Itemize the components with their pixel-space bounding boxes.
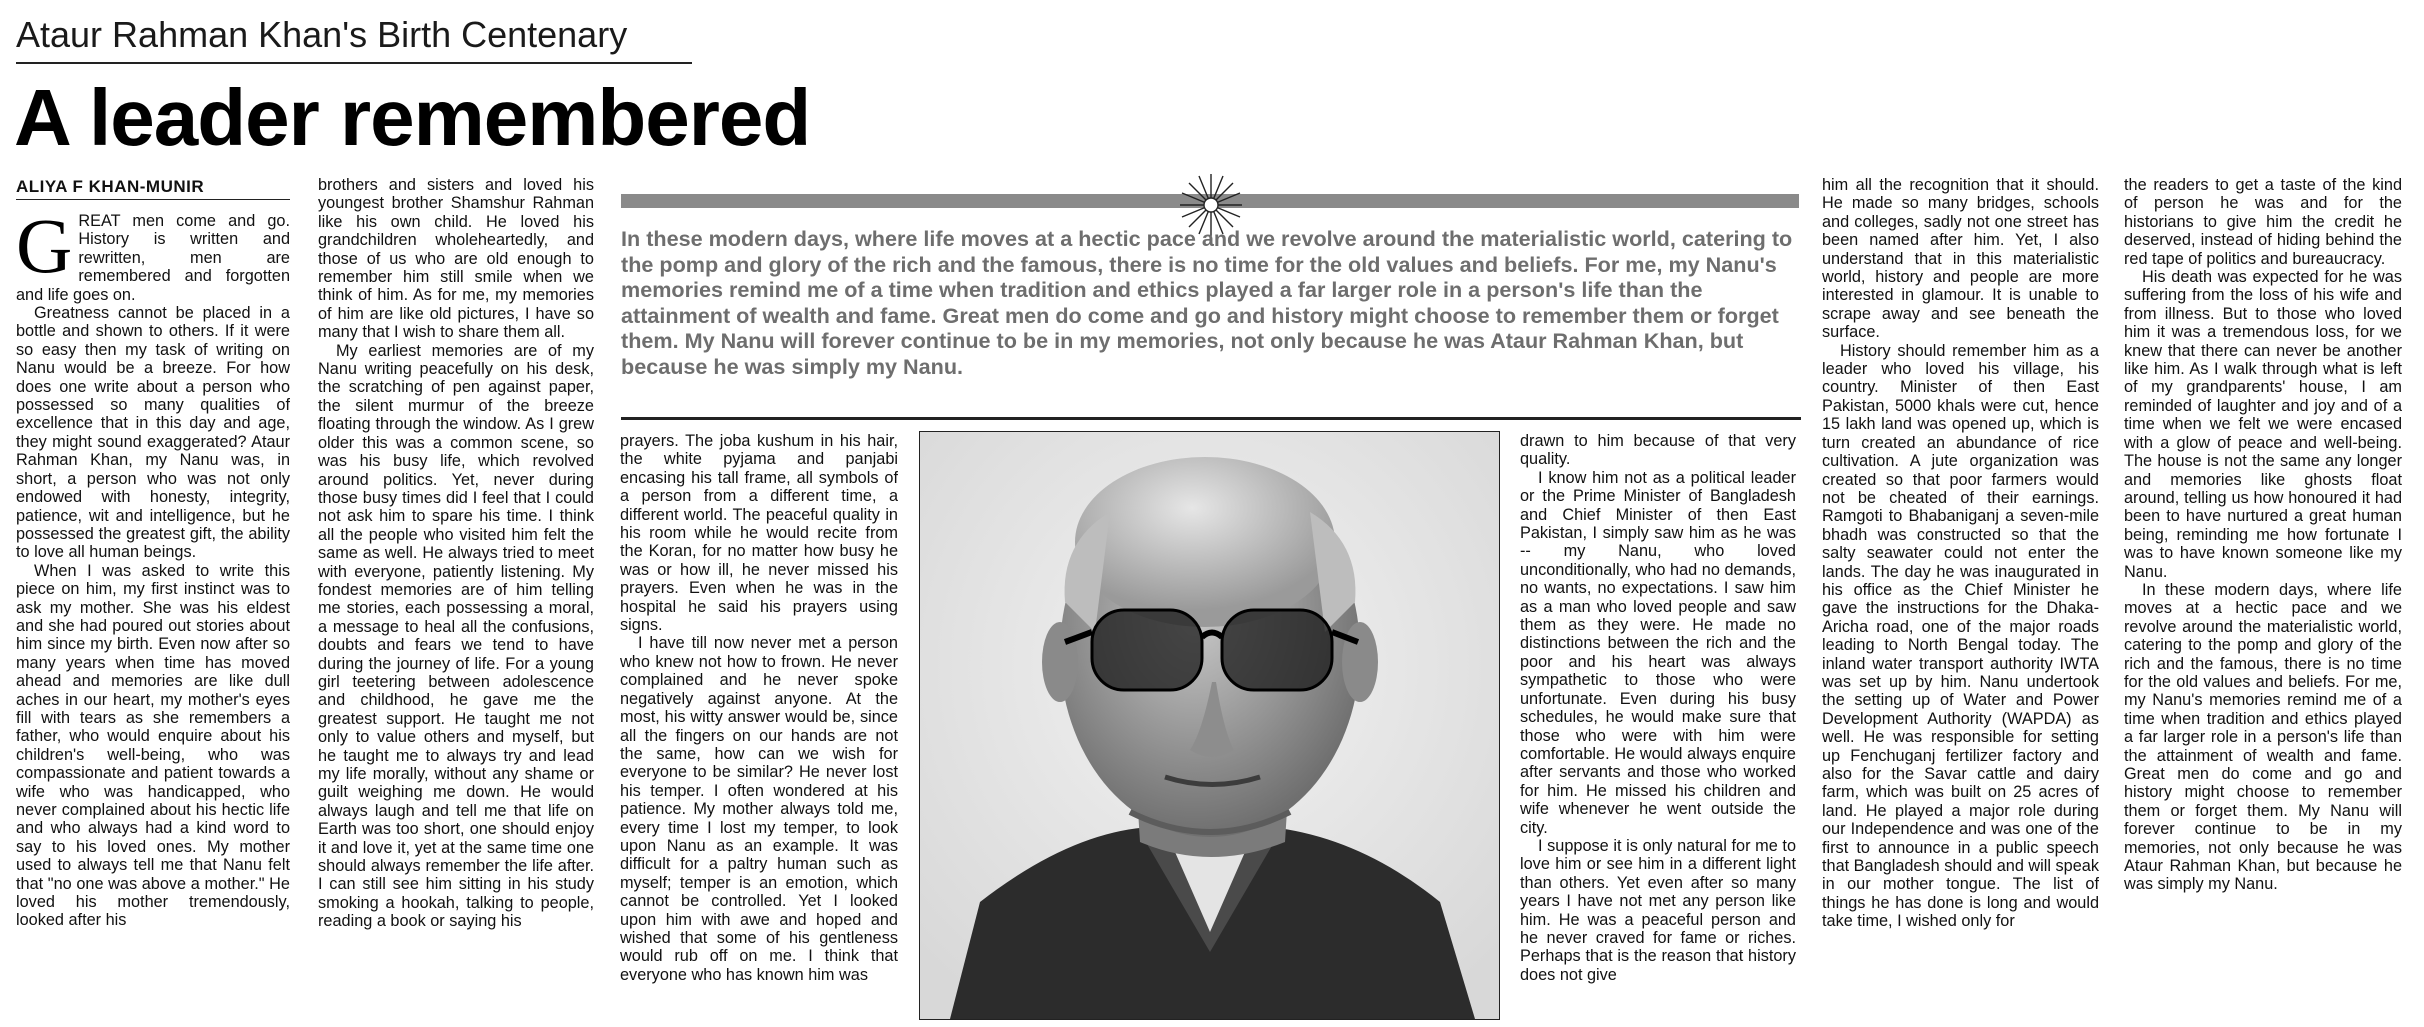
paragraph: I have till now never met a person who knew not how to frown. He never complained and he never spoke negatively against anyone. At the most, his witty answer would be, since all the fingers on our hands are not the same, how can we wish for everyone to be similar? He never lost his temper. I often wondered at his patience. My mother always told me, every time I lost my temper, to look upon Nanu as an example. It was difficult for a paltry human such as myself; temper is an emotion, which cannot be controlled. Yet I looked upon him with awe and hoped and wished that some of his gentleness would rub off on me. I think that everyone who has known him was [620, 634, 898, 984]
paragraph: I suppose it is only natural for me to love him or see him in a different light than others. Yet even after so many years I have not met any person like him. He was a peaceful person and he never craved for fame or riches. Perhaps that is the reason that history does not give [1520, 836, 1796, 984]
paragraph: My earliest memories are of my Nanu writing peacefully on his desk, the scratching of pen against paper, the silent murmur of the breeze floating through the window. As I grew older this was a common scene, so was his busy life, which revolved around politics. Yet, never during those busy times did I feel that I could not ask him to spare his time. I think all the people who visited him felt the same as well. He always tried to meet with everyone, patiently listening. My fondest memories are of him telling me stories, each possessing a moral, a message to heal all the confusions, doubts and fears we tend to have during the journey of life. For a young girl teetering between adolescence and childhood, he gave me the greatest support. He taught me not only to value others and myself, but he taught me to always try and lead my life morally, without any shame or guilt weighing me down. He would always laugh and tell me that life on Earth was too short, one should enjoy it and love it, yet at the same time one should always remember the life after. I can still see him sitting in his study smoking a hookah, talking to people, reading a book or saying his [318, 341, 594, 931]
article-column-2 [318, 176, 594, 1022]
article-column-3 [620, 432, 898, 1022]
paragraph: I know him not as a political leader or the Prime Minister of Bangladesh and Chief Minister of then East Pakistan, I simply saw him as he was -- my Nanu, who loved unconditionally, who had no demands, no wants, no expectations. I saw him as a man who loved people and saw them as they were. He made no distinctions between the rich and the poor and his heart was always sympathetic to those who were unfortunate. Even during his busy schedules, he would make sure that those who were with him were comfortable. He would always enquire after servants and those who worked for him. He missed his children and wife whenever he went outside the city. [1520, 468, 1796, 837]
paragraph: drawn to him because of that very quality. [1520, 432, 1796, 469]
article-column-6 [2124, 176, 2402, 1022]
section-kicker: Ataur Rahman Khan's Birth Centenary [16, 14, 628, 55]
paragraph: him all the recognition that it should. He made so many bridges, schools and colleges, sadly not one street has been named after him. Yet, I also understand that in this materialistic world, history and people are more interested in glamour. It is unable to scrape away and see beneath the surface. [1822, 176, 2099, 342]
paragraph: prayers. The joba kushum in his hair, the white pyjama and panjabi encasing his tall frame, all symbols of a person from a different time, a different world. The peaceful quality in his room while he would recite from the Koran, for no matter how busy he was or how ill, he never missed his prayers. Even when he was in the hospital he said his prayers using signs. [620, 432, 898, 635]
paragraph: Greatness cannot be placed in a bottle and shown to others. If it were so easy then my task of writing on Nanu would be a breeze. For how does one write about a person who possessed so many qualities of excellence that in this day and age, they might sound exaggerated? Ataur Rahman Khan, my Nanu was, in short, a person who was not only endowed with honesty, integrity, patience, wit and intelligence, but he possessed the greatest gift, the ability to love all human beings. [16, 304, 290, 562]
pull-quote-rule [621, 417, 1801, 420]
kicker-underline [16, 62, 692, 64]
byline-rule [16, 199, 290, 200]
drop-cap: G [16, 212, 73, 289]
paragraph: His death was expected for he was suffering from the loss of his wife and from illness. But to those who loved him it was a tremendous loss, for we knew that there can never be another like him. As I walk through what is left of my grandparents' house, I am reminded of laughter and joy and of a time when we felt we were encased with a glow of peace and well-being. The house is not the same any longer and memories like ghosts float around, telling us how honoured it had been to have nurtured a great human being, reminding me how fortunate I was to have known someone like my Nanu. [2124, 268, 2402, 581]
pull-quote: In these modern days, where life moves at a hectic pace and we revolve around the materialistic world, catering to the pomp and glory of the rich and the famous, there is no time for the old values and beliefs. For me, my Nanu's memories remind me of a time when tradition and ethics played a far larger role in a person's life than the attainment of wealth and fame. Great men do come and go and history might choose to remember them or forget them. My Nanu will forever continue to be in my memories, not only because he was Ataur Rahman Khan, but because he was simply my Nanu. [621, 226, 1793, 379]
portrait-photo [919, 431, 1500, 1020]
paragraph: the readers to get a taste of the kind of person he was and for the historians to give him the credit he deserved, instead of hiding behind the red tape of politics and bureaucracy. [2124, 176, 2402, 268]
headline: A leader remembered [14, 73, 811, 162]
lead-paragraph: GREAT men come and go. History is written and rewritten, men are remembered and forgotten and life goes on. [16, 212, 290, 304]
paragraph: In these modern days, where life moves at a hectic pace and we revolve around the materialistic world, catering to the pomp and glory of the rich and the famous, there is no time for the old values and beliefs. For me, my Nanu's memories remind me of a time when tradition and ethics played a far larger role in a person's life than the attainment of wealth and fame. Great men do come and go and history might choose to remember them or forget them. My Nanu will forever continue to be in my memories, not only because he was Ataur Rahman Khan, but because he was simply my Nanu. [2124, 580, 2402, 894]
article-column-4 [1520, 432, 1796, 1022]
paragraph: When I was asked to write this piece on him, my first instinct was to ask my mother. She was his eldest and she had poured out stories about him since my birth. Even now after so many years when time has moved ahead and memories are like dull aches in our heart, my mother's eyes fill with tears as she remembers a father, who would enquire about his children's well-being, who was compassionate and patient towards a wife who was handicapped, who never complained about his hectic life and who always had a kind word to say to his loved ones. My mother used to always tell me that Nanu felt that "no one was above a mother." He loved his mother tremendously, looked after his [16, 561, 290, 930]
article-column-5 [1822, 176, 2099, 1022]
article-column-1 [16, 212, 290, 1022]
portrait-illustration [920, 432, 1499, 1019]
byline: ALIYA F KHAN-MUNIR [16, 177, 205, 196]
paragraph: History should remember him as a leader who loved his village, his country. Minister of then East Pakistan, 5000 khals were cut, hence 15 lakh land was opened up, which is turn created an abundance of rice cultivation. A jute organization was created so that poor farmers would not be cheated of their earnings. Ramgoti to Bhabaniganj a seven-mile bhadh was constructed so that the salty seawater could not enter the lands. The day he was inaugurated in his office as the Chief Minister he gave the instructions for the Dhaka-Aricha road, one of the major roads leading to North Bengal today. The inland water transport authority IWTA was set up by him. Nanu undertook the setting up of Water and Power Development Authority (WAPDA) as well. He was responsible for setting up Fenchuganj fertilizer factory and also for the Savar cattle and dairy farm, which was built on 25 acres of land. He played a major role during our Independence and was one of the first to announce in a public speech that Bangladesh should and will speak in our mother tongue. The list of things he has done is long and would take time, I wished only for [1822, 341, 2099, 931]
paragraph: brothers and sisters and loved his youngest brother Shamshur Rahman like his own child. He loved his grandchildren wholeheartedly, and those of us who are old enough to remember him still smile when we think of him. As for me, my memories of him are like old pictures, I have so many that I wish to share them all. [318, 176, 594, 342]
